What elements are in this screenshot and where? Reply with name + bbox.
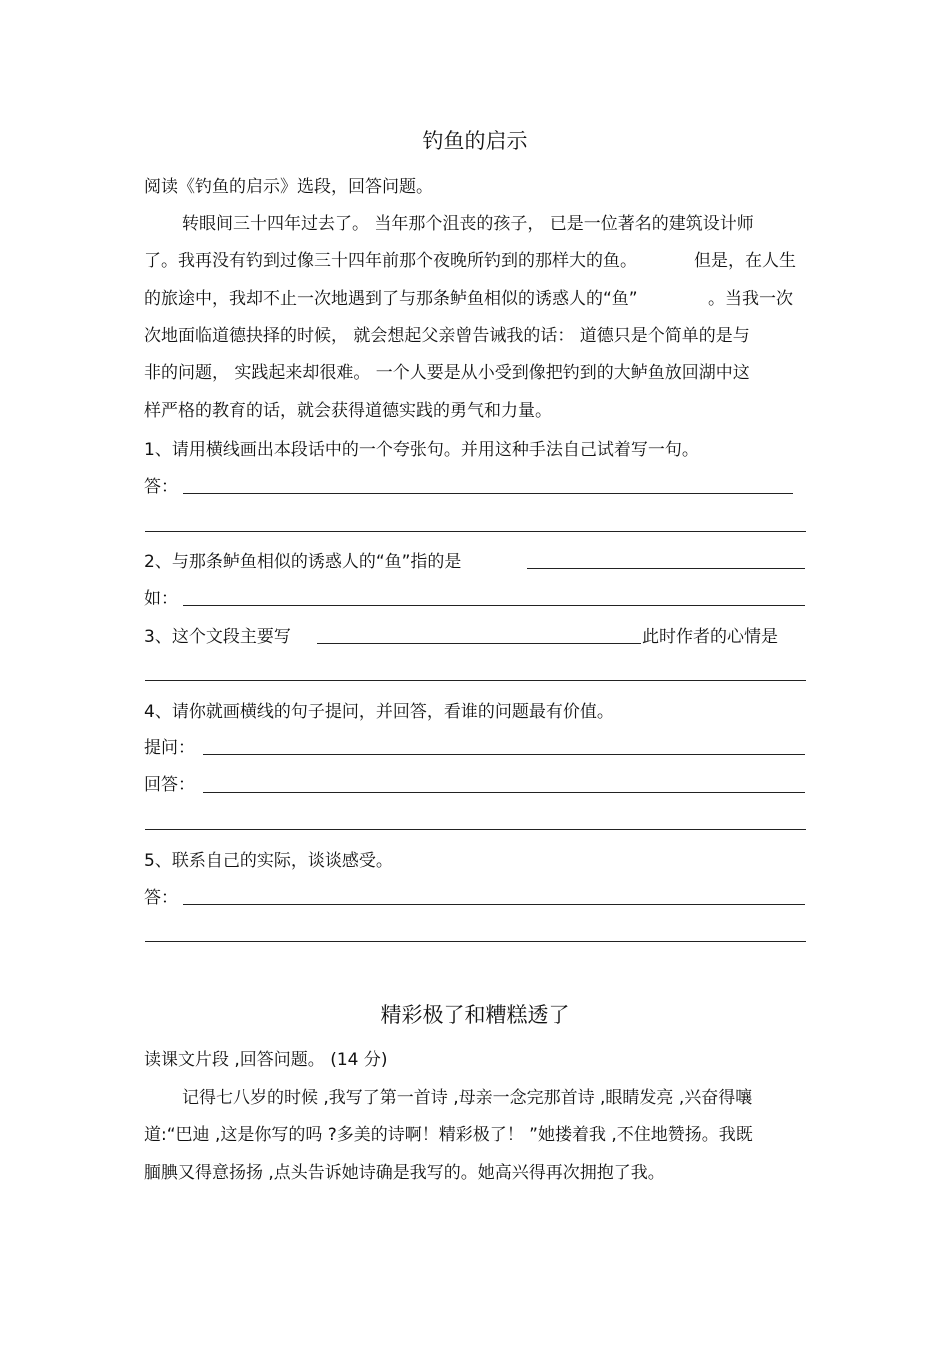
- question-3-part2: 此时作者的心情是: [642, 627, 778, 647]
- example-line-q2[interactable]: [183, 605, 805, 606]
- passage2-line-1: 记得七八岁的时候 ,我写了第一首诗 ,母亲一念完那首诗 ,眼睛发亮 ,兴奋得嚷: [182, 1088, 753, 1108]
- ask-line-q4[interactable]: [203, 754, 805, 755]
- answer-line-q5-b[interactable]: [145, 941, 806, 942]
- passage1-line-5: 非的问题， 实践起来却很难。 一个人要是从小受到像把钓到的大鲈鱼放回湖中这: [144, 363, 750, 383]
- passage1-line-3b: 。当我一次: [708, 289, 793, 309]
- reply-line-q4-b[interactable]: [145, 829, 806, 830]
- passage1-line-1: 转眼间三十四年过去了。 当年那个沮丧的孩子， 已是一位著名的建筑设计师: [182, 214, 754, 234]
- answer-line-q5-a[interactable]: [183, 904, 805, 905]
- example-label-q2: 如：: [144, 589, 178, 609]
- answer-label-q1: 答：: [144, 477, 178, 497]
- answer-label-q5: 答：: [144, 888, 178, 908]
- passage1-line-2b: 但是，在人生: [694, 251, 796, 271]
- passage1-line-3: 的旅途中，我却不止一次地遇到了与那条鲈鱼相似的诱惑人的“鱼”: [144, 289, 638, 309]
- reply-line-q4-a[interactable]: [203, 792, 805, 793]
- question-1: 1、请用横线画出本段话中的一个夸张句。并用这种手法自己试着写一句。: [144, 440, 699, 460]
- passage1-line-4: 次地面临道德抉择的时候， 就会想起父亲曾告诫我的话： 道德只是个简单的是与: [144, 326, 750, 346]
- section1-intro: 阅读《钓鱼的启示》选段，回答问题。: [144, 177, 433, 197]
- question-5: 5、联系自己的实际，谈谈感受。: [144, 851, 393, 871]
- section1-title: 钓鱼的启示: [422, 129, 528, 153]
- passage2-line-2: 道:“巴迪 ,这是你写的吗 ?多美的诗啊！精彩极了！ ”她搂着我 ,不住地赞扬。我既: [144, 1125, 753, 1145]
- passage1-line-6: 样严格的教育的话，就会获得道德实践的勇气和力量。: [144, 401, 552, 421]
- answer-line-q3-b[interactable]: [145, 680, 806, 681]
- answer-line-q3-a[interactable]: [317, 643, 641, 644]
- passage1-line-2: 了。我再没有钓到过像三十四年前那个夜晚所钓到的那样大的鱼。: [144, 251, 637, 271]
- section2-intro: 读课文片段 ,回答问题。 (14 分): [144, 1050, 388, 1070]
- answer-line-q1-a[interactable]: [183, 493, 793, 494]
- question-2: 2、与那条鲈鱼相似的诱惑人的“鱼”指的是: [144, 552, 462, 572]
- ask-label-q4: 提问：: [144, 738, 195, 758]
- question-3-part1: 3、这个文段主要写: [144, 627, 291, 647]
- answer-line-q2[interactable]: [527, 568, 805, 569]
- section2-title: 精彩极了和糟糕透了: [380, 1003, 570, 1027]
- question-4: 4、请你就画横线的句子提问，并回答，看谁的问题最有价值。: [144, 702, 614, 722]
- reply-label-q4: 回答：: [144, 775, 195, 795]
- passage2-line-3: 腼腆又得意扬扬 ,点头告诉她诗确是我写的。她高兴得再次拥抱了我。: [144, 1163, 665, 1183]
- answer-line-q1-b[interactable]: [145, 531, 806, 532]
